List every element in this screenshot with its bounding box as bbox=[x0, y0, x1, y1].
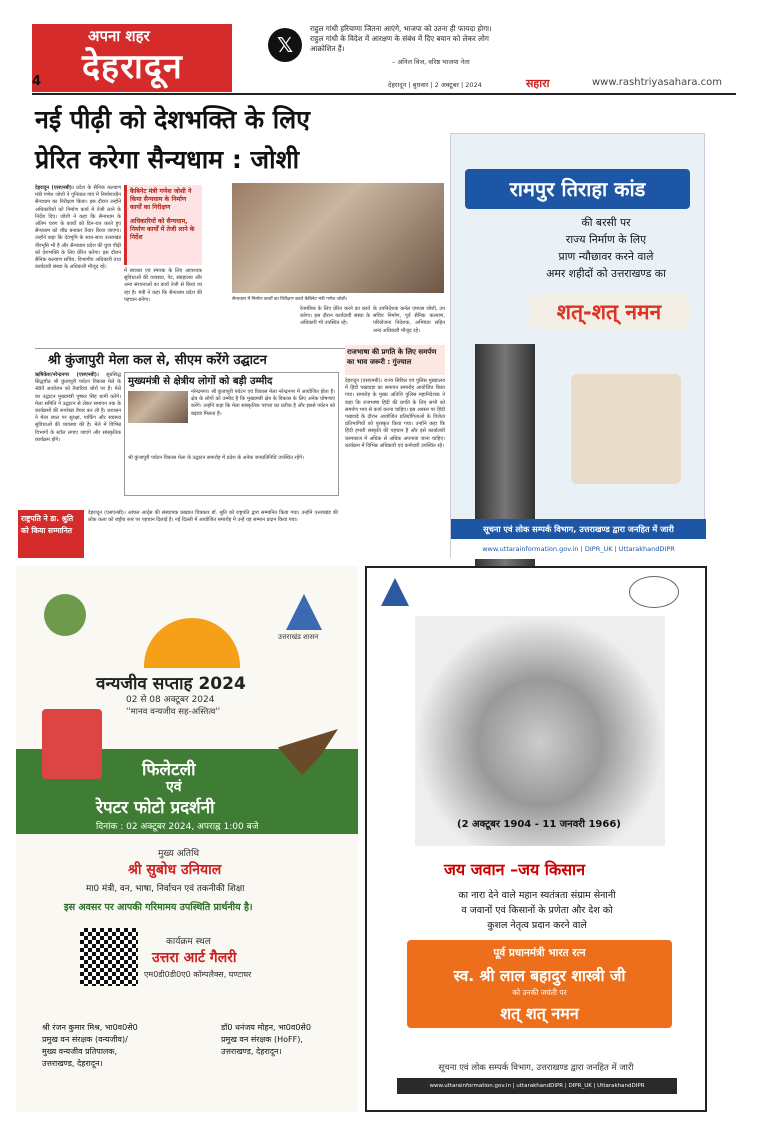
official1-place: उत्तराखण्ड, देहरादून। bbox=[42, 1059, 103, 1068]
official1-role2: मुख्य वन्यजीव प्रतिपालक, bbox=[42, 1047, 118, 1056]
shastri-desc bbox=[397, 888, 677, 933]
invite-text: इस अवसर पर आपकी गरिमामय उपस्थिति प्रार्थनीय है। bbox=[64, 902, 253, 913]
exhibit-line1: फिलेटली bbox=[142, 760, 196, 780]
quote-source: – अनिल विज, वरिष्ठ भाजपा नेता bbox=[392, 58, 470, 66]
story3-body: देहरादून (एसएनबी)। राज्य सिविल एवं पुलिस मुख्यालय में हिंदी पखवाड़ा का समापन समारोह आयोजित किया गया। समारोह के मुख्य अतिथि पुलिस महानिदेशक ने कहा कि राजभाषा हिंदी की प्रगति के लिए सभी को समर्पण भाव से कार्य करना चाहिए। इस अवसर पर हिंदी पखवाड़े के दौरान आयोजित प्रतियोगिताओं के विजेता प्रतिभागियों को पुरस्कृत किया गया। उन्होंने कहा कि हिंदी हमारी संस्कृति की पहचान है और इसे कार्यालयी कामकाज में अधिक से अधिक अपनाया जाना चाहिए। कार्यक्रम में विभिन्न अधिकारी एवं कर्मचारी उपस्थित रहे। bbox=[345, 378, 445, 449]
page-number: 4 bbox=[32, 74, 42, 89]
website[interactable]: www.rashtriyasahara.com bbox=[592, 77, 723, 88]
chief-guest-label: मुख्य अतिथि bbox=[158, 849, 200, 859]
header-quote: राहुल गांधी हरियाणा जितना आएंगे, भाजपा को उतना ही फायदा होगा। राहुल गांधी के विदेश में आरक्षण के संबंध में दिए बयान को लेकर लोग आक्रोशित हैं। bbox=[310, 24, 492, 53]
cm-portrait bbox=[571, 374, 681, 484]
official1-name: श्री रंजन कुमार मिश्र, भा0व0से0 bbox=[42, 1023, 138, 1032]
masthead bbox=[32, 24, 232, 92]
ad1-line1: की बरसी पर bbox=[581, 216, 631, 229]
venue-label: कार्यक्रम स्थल bbox=[166, 937, 211, 947]
story2-sub-body2: श्री कुंजापुरी पर्यटन विकास मेला के उद्घाटन समारोह में प्रदेश के अनेक जनप्रतिनिधि उपस्थित रहेंगे। bbox=[128, 455, 304, 461]
story4-head-box bbox=[18, 510, 84, 558]
lead-point-1: कैबिनेट मंत्री गणेश जोशी ने किया सैन्यधाम के निर्माण कार्यों का निरीक्षण bbox=[130, 188, 192, 211]
sun-graphic bbox=[144, 618, 240, 668]
story2-body-text: सुप्रसिद्ध सिद्धपीठ श्री कुंजापुरी पर्यटन विकास मेले के 48वें आयोजन को तैयारियां जोरों पर हैं। मेले का उद्घाटन मुख्यमंत्री पुष्कर सिंह धामी करेंगे। मेला समिति ने उद्घाटन से लेकर समापन तक के कार्यक्रमों की रूपरेखा तैयार कर ली है। प्रशासन ने मेला स्थल पर सुरक्षा, पार्किंग और स्वास्थ्य सुविधाओं की व्यवस्था की है। मेले में विभिन्न विभागों के स्टॉल लगाए जाएंगे और सांस्कृतिक कार्यक्रम होंगे। bbox=[35, 372, 121, 443]
venue-address: एम0डी0डी0ए0 कॉम्पलैक्स, घण्टाघर bbox=[144, 970, 252, 979]
lead-headline-line1: नई पीढ़ी को देशभक्ति के लिए bbox=[35, 105, 310, 134]
gov-logo-icon bbox=[286, 594, 322, 630]
lead-body-col3: रेतमंत्रिक के लिए प्रेरित करने का कार्य करेगा। इस दौरान कार्यदायी संस्था के अधिकारी भी उपस्थित रहे। bbox=[300, 306, 370, 327]
gov-label: उत्तराखंड शासन bbox=[278, 633, 319, 641]
exhibit-line2: एवं bbox=[166, 779, 182, 795]
lead-body-col4: के उपनिदेशक कर्नल एमएस जोशी, उप सचिव निर्माण, पूर्व सैनिक कल्याण, परियोजना निदेशक, अभियंता सहित अन्य अधिकारी मौजूद रहे। bbox=[373, 306, 445, 334]
shastri-tribute-band bbox=[407, 940, 672, 1028]
stamp-frame bbox=[42, 709, 102, 779]
lead-headline bbox=[35, 100, 445, 180]
ad2-footer: सूचना एवं लोक सम्पर्क विभाग, उत्तराखण्ड द्वारा जनहित में जारी bbox=[438, 1063, 634, 1073]
ad1-line2: राज्य निर्माण के लिए bbox=[565, 233, 647, 246]
story2-sub-box bbox=[124, 372, 339, 496]
lead-point-2: अधिकारियों को सैन्यधाम, निर्माण कार्यों में तेजी लाने के निर्देश bbox=[130, 218, 195, 241]
story2-photo bbox=[128, 391, 188, 423]
wildlife-theme: ''मानव वन्यजीव सह-अस्तित्व'' bbox=[126, 707, 221, 717]
official-2 bbox=[221, 1022, 356, 1058]
lead-points bbox=[124, 185, 202, 265]
story2-byline: ऋषिकेश/नरेन्द्रनगर (एसएनबी)। bbox=[35, 372, 99, 378]
band-line4: शत् शत् नमन bbox=[500, 1004, 579, 1023]
header-rule bbox=[32, 93, 736, 95]
ad1-title: रामपुर तिराहा कांड bbox=[465, 169, 690, 209]
ad1-tribute: शत्-शत् नमन bbox=[529, 294, 689, 330]
lead-body-col1-text: प्रदेश के सैनिक कल्याण मंत्री गणेश जोशी ने गुनियाल गांव में निर्माणाधीन सैन्यधाम का निरीक्षण किया। इस दौरान उन्होंने अधिकारियों को निर्माण कार्य में तेजी लाने के निर्देश दिए। जोशी ने कहा कि सैन्यधाम के अंतिम चरण के कार्यों को दिन-रात करते हुए सैन्यधाम को शीघ्र बनाकर तैयार किया जाएगा। उन्होंने कहा कि देवभूमि के साथ-साथ उत्तराखंड वीरभूमि भी है और सैन्यधाम प्रदेश की युवा पीढ़ी को देशभक्ति के लिए प्रेरित करेगा। इस दौरान सैनिक कल्याण सचिव, विभागीय अधिकारी तथा कार्यदायी संस्था के अधिकारी मौजूद रहे। bbox=[35, 185, 122, 271]
chief-guest-role: मा0 मंत्री, वन, भाषा, निर्वाचन एवं तकनीकी शिक्षा bbox=[86, 884, 245, 894]
story3-head-box bbox=[345, 345, 445, 375]
masthead-city: देहरादून bbox=[82, 47, 183, 87]
shastri-desc3: कुशल नेतृत्व प्रदान करने वाले bbox=[487, 920, 587, 931]
official1-role: प्रमुख वन संरक्षक (वन्यजीव)/ bbox=[42, 1035, 128, 1044]
official2-role: प्रमुख वन संरक्षक (HoFF), bbox=[221, 1035, 303, 1044]
lead-byline: देहरादून (एसएनबी)। bbox=[35, 185, 74, 191]
masthead-top: अपना शहर bbox=[88, 27, 150, 45]
wildlife-title: वन्यजीव सप्ताह 2024 bbox=[96, 674, 246, 694]
ad1-footer-links[interactable]: www.uttarainformation.gov.in | DIPR_UK | UttarakhandDIPR bbox=[451, 539, 706, 559]
band-line1: पूर्व प्रधानमंत्री भारत रत्न bbox=[493, 947, 586, 959]
official2-place: उत्तराखण्ड, देहरादून। bbox=[221, 1047, 282, 1056]
story4-body: देहरादून (एसएनबी)। आंचल आर्ट्स की संस्थापक प्रख्यात चित्रकार डॉ. श्रुति को राष्ट्रपति द्वारा सम्मानित किया गया। उन्होंने उत्तराखंड की लोक कला को राष्ट्रीय स्तर पर पहचान दिलाई है। नई दिल्ली में आयोजित समारोह में उन्हें यह सम्मान प्रदान किया गया। bbox=[88, 510, 338, 524]
story3-headline: राजभाषा की प्रगति के लिए समर्पण का भाव जरूरी : गुंज्याल bbox=[347, 348, 437, 366]
venue-name: उत्तरा आर्ट गैलरी bbox=[152, 950, 237, 966]
ad1-footer: सूचना एवं लोक सम्पर्क विभाग, उत्तराखण्ड द्वारा जनहित में जारी bbox=[451, 519, 706, 539]
qr-code[interactable] bbox=[80, 928, 138, 986]
shastri-desc2: व जवानों एवं किसानों के प्रणेता और देश को bbox=[461, 905, 613, 916]
chief-guest: श्री सुबोध उनियाल bbox=[128, 862, 222, 878]
band-line3: को उनकी जयंती पर bbox=[512, 988, 567, 997]
forest-dept-logo-icon bbox=[44, 594, 86, 636]
official2-name: डॉ0 धनंजय मोहन, भा0व0से0 bbox=[221, 1023, 311, 1032]
wildlife-dates: 02 से 08 अक्टूबर 2024 bbox=[126, 695, 215, 705]
story2-headline: श्री कुंजापुरी मेला कल से, सीएम करेंगे उद्घाटन bbox=[48, 353, 267, 368]
story2-body bbox=[35, 372, 121, 510]
lead-photo-caption: सैन्यधाम में निर्माण कार्यों का निरीक्षण करते कैबिनेट मंत्री गणेश जोशी। bbox=[232, 297, 348, 302]
shastri-slogan: जय जवान –जय किसान bbox=[444, 860, 586, 879]
lead-photo bbox=[232, 183, 444, 293]
shastri-portrait bbox=[415, 616, 665, 846]
ad1-line4: अमर शहीदों को उत्तराखण्ड का bbox=[546, 267, 666, 280]
exhibition-band bbox=[16, 749, 358, 834]
ad2-footer-links[interactable]: www.uttarainformation.gov.in | uttarakhandDIPR | DIPR_UK | UttarakhandDIPR bbox=[397, 1078, 677, 1094]
story2-sub-body: नरेन्द्रनगर। श्री कुंजापुरी पर्यटन एवं विकास मेला नरेन्द्रनगर में आयोजित होता है। क्षेत्र के लोगों को उम्मीद है कि मुख्यमंत्री क्षेत्र के विकास के लिए अनेक घोषणाएं करेंगे। उन्होंने कहा कि मेला सांस्कृतिक परंपरा का प्रतीक है और इससे पर्यटन को बढ़ावा मिलता है। bbox=[191, 389, 335, 417]
gov-logo-icon bbox=[381, 578, 409, 606]
ad-rampur-tiraha bbox=[450, 133, 705, 558]
shastri-dates: (2 अक्टूबर 1904 - 11 जनवरी 1966) bbox=[457, 819, 621, 830]
band-line2: स्व. श्री लाल बहादुर शास्त्री जी bbox=[453, 967, 626, 985]
exhibit-date: दिनांक : 02 अक्टूबर 2024, अपराह्न 1:00 बजे bbox=[96, 822, 259, 832]
exhibit-line3: रेपटर फोटो प्रदर्शनी bbox=[96, 798, 215, 818]
lead-headline-line2: प्रेरित करेगा सैन्यधाम : जोशी bbox=[35, 145, 300, 174]
lead-body-col1 bbox=[35, 185, 121, 345]
paper-logo: सहारा bbox=[526, 77, 550, 90]
x-logo-icon: 𝕏 bbox=[268, 28, 302, 62]
dateline: देहरादून | बुधवार | 2 अक्टूबर | 2024 bbox=[388, 81, 482, 89]
eagle-image bbox=[278, 729, 338, 775]
story2-sub-headline: मुख्यमंत्री से क्षेत्रीय लोगों को बड़ी उम्मीद bbox=[128, 376, 273, 387]
ad-shastri-jayanti bbox=[365, 566, 707, 1112]
campaign-logo-icon bbox=[629, 576, 679, 608]
shastri-desc1: का नारा देने वाले महान स्वतंत्रता संग्राम सेनानी bbox=[458, 890, 616, 901]
ad1-text bbox=[511, 214, 701, 282]
ad1-line3: प्राण न्यौछावर करने वाले bbox=[558, 250, 654, 263]
lead-body-col2: में स्वाधार एवं स्मारक के लिए आवश्यक सुविधाओं की व्यवस्था, गेट, संग्रहालय और अन्य संरचनाओं का कार्य तेजी से किया जा रहा है। मंत्री ने कहा कि सैन्यधाम प्रदेश की पहचान बनेगा। bbox=[124, 268, 202, 303]
story4-headline: राष्ट्रपति ने डा. श्रुति को किया सम्मानित bbox=[21, 514, 74, 535]
ad-wildlife-week bbox=[16, 566, 358, 1112]
official-1 bbox=[42, 1022, 192, 1070]
